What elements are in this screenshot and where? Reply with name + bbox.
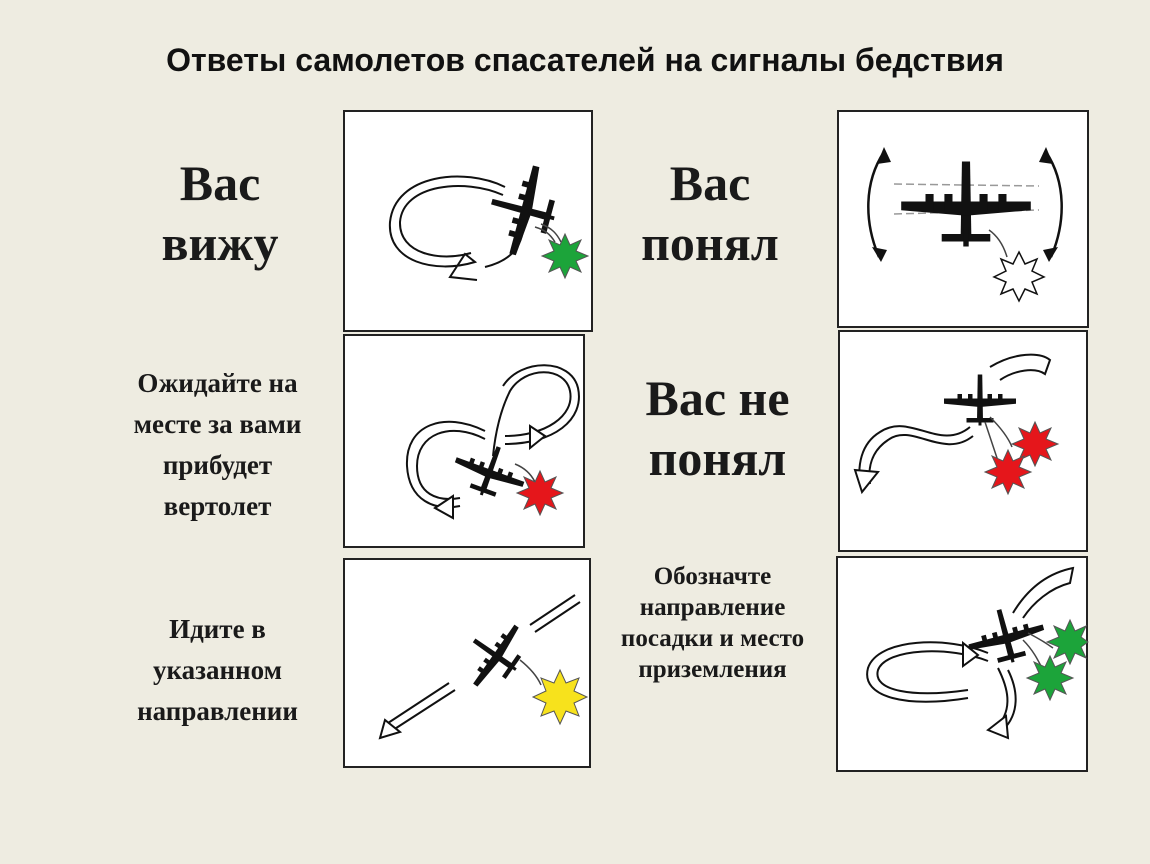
label-line: указанном xyxy=(153,654,282,685)
label-line: направление xyxy=(639,594,786,621)
panel-go-direction xyxy=(343,558,591,768)
label-go-direction xyxy=(100,605,335,735)
label-line: Ожидайте на xyxy=(137,368,298,398)
label-line: вертолет xyxy=(163,491,272,521)
label-i-see-you xyxy=(120,150,320,275)
panel-not-understood xyxy=(838,330,1088,552)
label-line: Обозначте xyxy=(653,563,772,590)
label-wait-helicopter xyxy=(100,360,335,530)
label-line: вижу xyxy=(161,214,279,271)
label-line: Вас xyxy=(179,154,261,211)
label-mark-landing xyxy=(590,558,835,688)
flare-icon xyxy=(517,471,563,515)
label-line: Вас не xyxy=(645,369,790,426)
panel-mark-landing xyxy=(836,556,1088,772)
panel-understood xyxy=(837,110,1089,328)
label-line: Идите в xyxy=(169,613,266,644)
label-line: посадки и место xyxy=(620,625,805,652)
label-line: прибудет xyxy=(162,450,273,480)
label-line: направлении xyxy=(137,695,298,726)
flare-icon xyxy=(994,252,1044,301)
label-line: приземления xyxy=(638,656,787,683)
label-line: понял xyxy=(641,214,779,271)
label-line: месте за вами xyxy=(133,409,302,439)
flare-icon xyxy=(533,670,587,724)
label-line: понял xyxy=(648,429,787,486)
flare-icon xyxy=(1047,620,1088,664)
flare-icon xyxy=(542,234,588,278)
label-line: Вас xyxy=(669,154,751,211)
flare-icon xyxy=(985,450,1031,494)
panel-i-see-you xyxy=(343,110,593,332)
panel-wait-helicopter xyxy=(343,334,585,548)
label-not-understood xyxy=(600,365,835,490)
label-understood xyxy=(600,150,820,275)
page-title: Ответы самолетов спасателей на сигналы бедствия xyxy=(166,42,1004,78)
flare-icon xyxy=(1027,656,1073,700)
